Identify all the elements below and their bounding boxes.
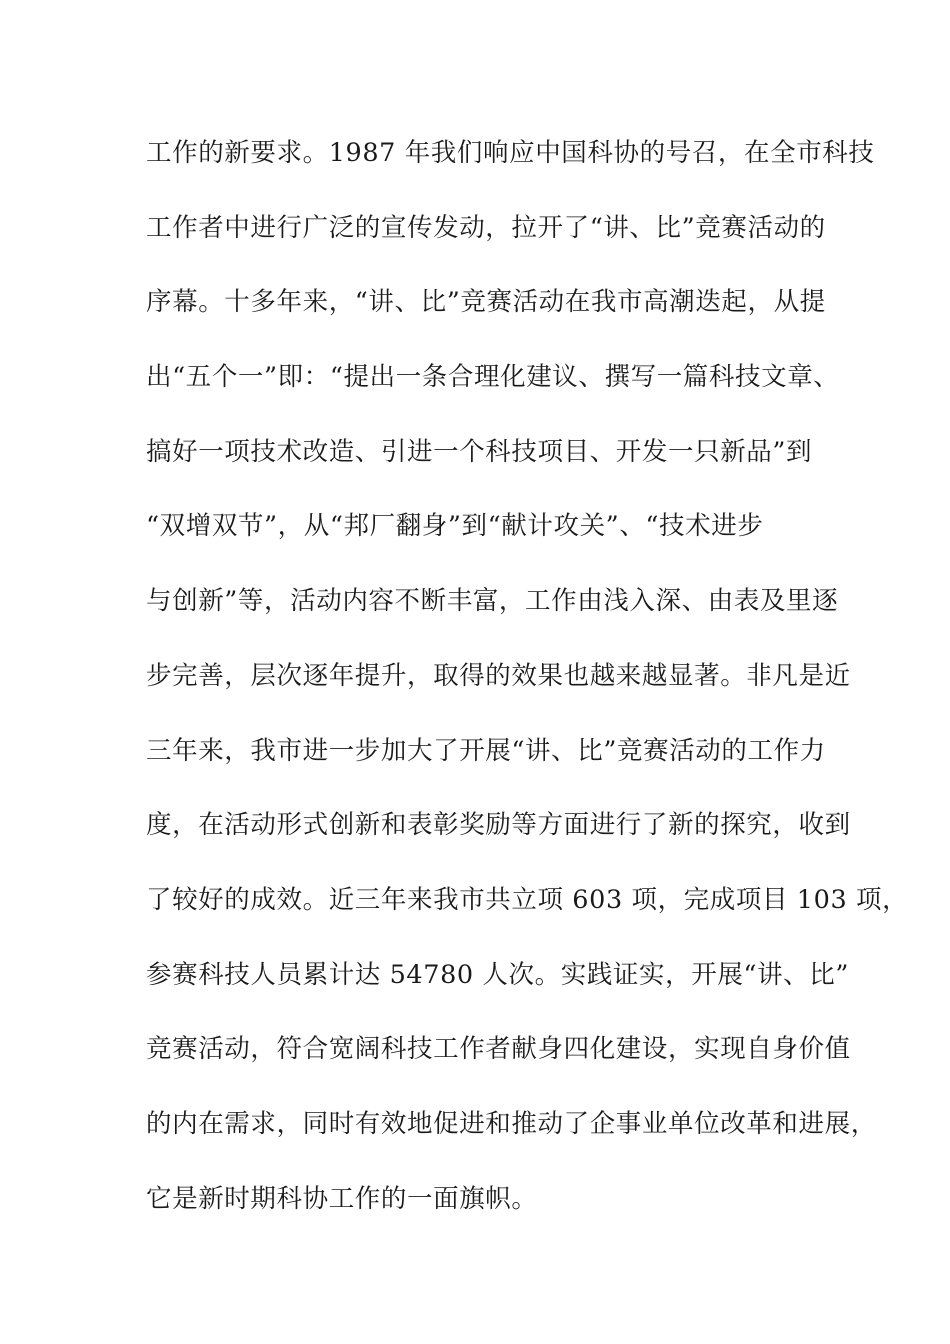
text-line: 竞赛活动，符合宽阔科技工作者献身四化建设，实现自身价值	[146, 1034, 851, 1065]
text-line: 出“五个一”即：“提出一条合理化建议、撰写一篇科技文章、	[146, 362, 840, 393]
text-line: 三年来，我市进一步加大了开展“讲、比”竞赛活动的工作力	[146, 735, 826, 766]
body-paragraph	[146, 130, 909, 1250]
text-line: 与创新”等，活动内容不断丰富，工作由浅入深、由表及里逐	[146, 586, 839, 617]
text-line: “双增双节”，从“邦厂翻身”到“献计攻关”、“技术进步	[146, 511, 764, 542]
text-line: 序幕。十多年来，“讲、比”竞赛活动在我市高潮迭起，从提	[146, 287, 826, 318]
text-line: 工作者中进行广泛的宣传发动，拉开了“讲、比”竞赛活动的	[146, 212, 826, 243]
text-line: 参赛科技人员累计达 54780 人次。实践证实，开展“讲、比”	[146, 959, 850, 990]
text-line: 步完善，层次逐年提升，取得的效果也越来越显著。非凡是近	[146, 660, 851, 691]
text-line: 度，在活动形式创新和表彰奖励等方面进行了新的探究，收到	[146, 810, 851, 841]
text-line: 工作的新要求。1987 年我们响应中国科协的号召，在全市科技	[146, 138, 875, 168]
text-line: 它是新时期科协工作的一面旗帜。	[146, 1183, 538, 1214]
text-line: 了较好的成效。近三年来我市共立项 603 项，完成项目 103 项，	[146, 884, 909, 915]
text-line: 的内在需求，同时有效地促进和推动了企事业单位改革和进展，	[146, 1108, 877, 1139]
text-line: 搞好一项技术改造、引进一个科技项目、开发一只新品”到	[146, 436, 813, 467]
